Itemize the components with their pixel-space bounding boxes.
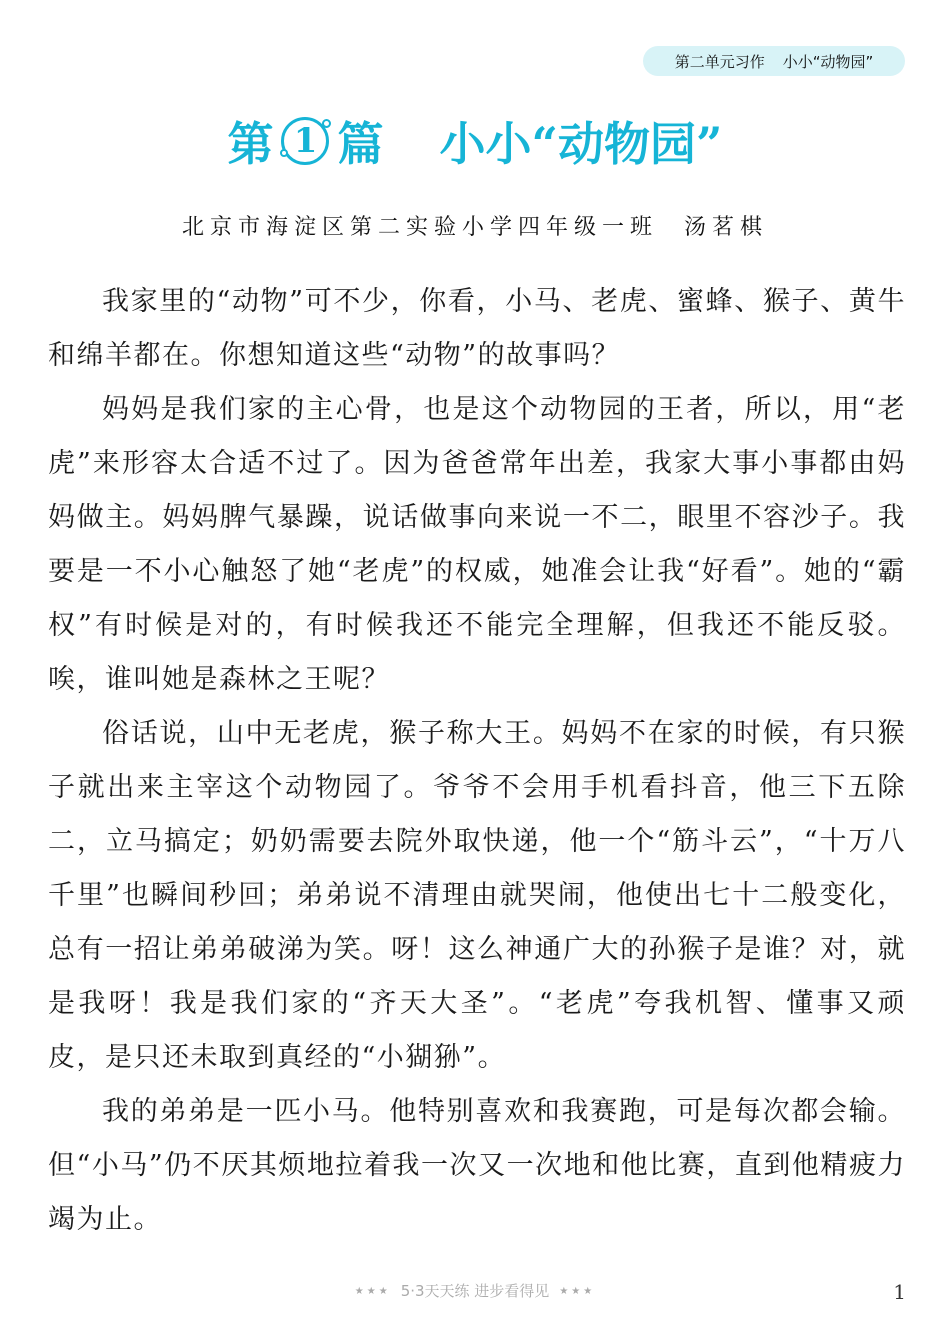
title-prefix: 第	[227, 117, 274, 171]
unit-header-tag	[643, 46, 905, 76]
title-number-badge	[278, 113, 334, 169]
page-title	[0, 110, 950, 172]
paragraph: 妈妈是我们家的主心骨，也是这个动物园的王者，所以，用“老虎”来形容太合适不过了。因为爸爸常年出差，我家大事小事都由妈妈做主。妈妈脾气暴躁，说话做事向来说一不二，眼里不容沙子。我要是一不小心触怒了她“老虎”的权威，她准会让我“好看”。她的“霸权”有时候是对的，有时候我还不能完全理解，但我还不能反驳。唉，谁叫她是森林之王呢？	[48, 394, 906, 695]
author-line	[0, 210, 950, 241]
stars-icon: ★★★	[354, 1286, 391, 1297]
essay-title: 小小“动物园”	[439, 117, 723, 171]
paragraph: 我的弟弟是一匹小马。他特别喜欢和我赛跑，可是每次都会输。但“小马”仍不厌其烦地拉着我一次又一次地和他比赛，直到他精疲力竭为止。	[48, 1096, 906, 1235]
slogan-text: 5·3天天练 进步看得见	[400, 1282, 550, 1300]
essay-body	[48, 275, 906, 1247]
footer-slogan	[0, 1280, 950, 1301]
paragraph: 我家里的“动物”可不少，你看，小马、老虎、蜜蜂、猴子、黄牛和绵羊都在。你想知道这些“动物”的故事吗？	[48, 286, 906, 371]
paragraph: 俗话说，山中无老虎，猴子称大王。妈妈不在家的时候，有只猴子就出来主宰这个动物园了。爷爷不会用手机看抖音，他三下五除二，立马搞定；奶奶需要去院外取快递，他一个“筋斗云”，“十万八千里”也瞬间秒回；弟弟说不清理由就哭闹，他使出七十二般变化，总有一招让弟弟破涕为笑。呀！这么神通广大的孙猴子是谁？对，就是我呀！我是我们家的“齐天大圣”。“老虎”夸我机智、懂事又顽皮，是只还未取到真经的“小猢狲”。	[48, 718, 906, 1073]
unit-label: 第二单元习作	[674, 52, 765, 71]
unit-topic: 小小“动物园”	[782, 52, 874, 71]
page-number: 1	[893, 1280, 906, 1304]
author-school: 北京市海淀区第二实验小学四年级一班	[181, 215, 658, 240]
stars-icon: ★★★	[559, 1286, 596, 1297]
title-suffix: 篇	[337, 117, 384, 171]
title-number: 1	[293, 121, 318, 161]
author-name: 汤茗棋	[684, 215, 769, 240]
